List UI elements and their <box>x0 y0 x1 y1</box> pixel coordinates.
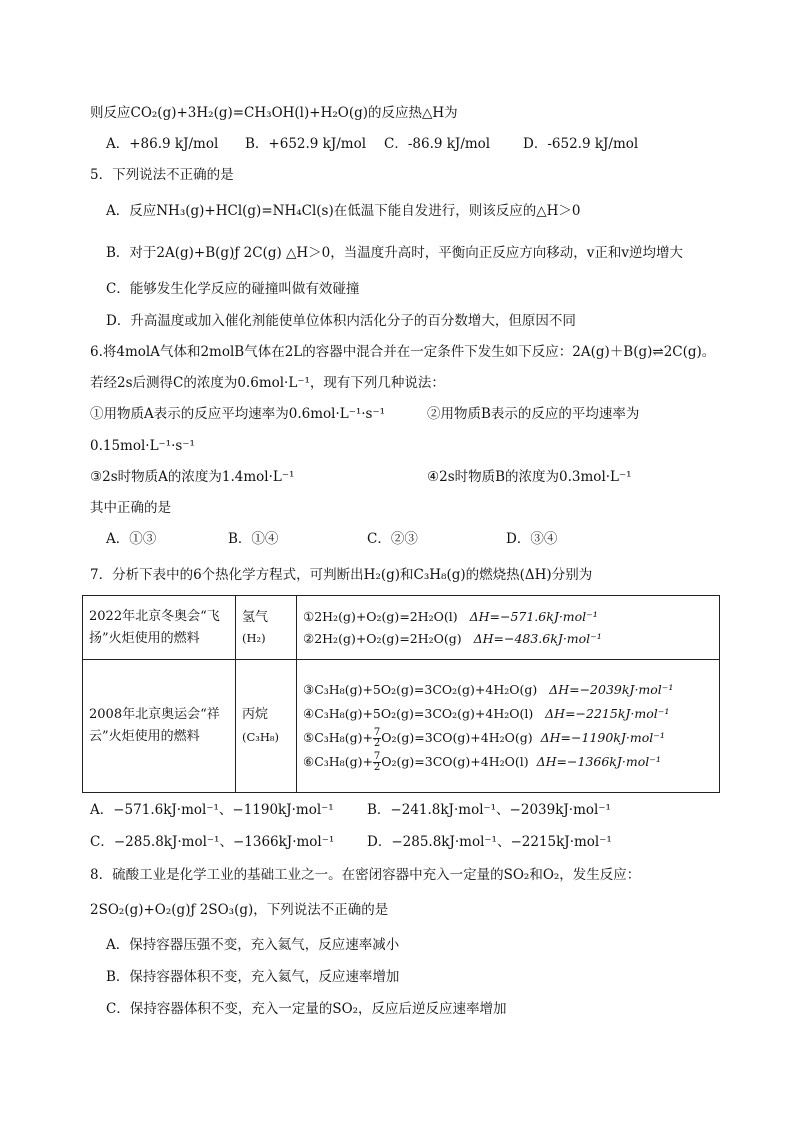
q5-option-d: D．升高温度或加入催化剂能使单位体积内活化分子的百分数增大，但原因不同 <box>106 313 576 329</box>
q6-option-c: C．②③ <box>367 531 418 547</box>
row2-event: 2008年北京奥运会“祥云”火炬使用的燃料 <box>83 660 236 793</box>
row1-fuel: 氢气 (H₂) <box>236 596 297 660</box>
q4-option-b: B．+652.9 kJ/mol <box>245 136 367 152</box>
q4-stem: 则反应CO₂(g)+3H₂(g)=CH₃OH(l)+H₂O(g)的反应热△H为 <box>90 105 458 121</box>
q6-statement-2a: ②用物质B表示的反应的平均速率为 <box>427 406 640 422</box>
q6-option-a: A．①③ <box>106 531 157 547</box>
q6-option-b: B．①④ <box>228 531 279 547</box>
row2-fuel: 丙烷 (C₃H₈) <box>236 660 297 793</box>
q7-equation-table <box>82 595 720 793</box>
q7-option-a: A．−571.6kJ·mol⁻¹、−1190kJ·mol⁻¹ <box>90 802 334 818</box>
q8-stem-line2: 2SO₂(g)+O₂(g)ƒ 2SO₃(g)，下列说法不正确的是 <box>90 902 389 918</box>
row1-event: 2022年北京冬奥会“飞扬”火炬使用的燃料 <box>83 596 236 660</box>
q7-option-d: D．−285.8kJ·mol⁻¹、−2215kJ·mol⁻¹ <box>367 834 612 850</box>
equation-6: ⑥C₃H₈(g)+ $\frac{7}{2}$ O₂(g)=3CO(g)+4H₂O(l) ΔH=−1366kJ·mol⁻¹ <box>303 751 661 773</box>
fraction-seven-halves: $\frac{7}{2}$ <box>373 751 381 773</box>
q6-option-d: D．③④ <box>506 531 558 547</box>
q7-option-b: B．−241.8kJ·mol⁻¹、−2039kJ·mol⁻¹ <box>367 802 611 818</box>
q6-stem-line2: 若经2s后测得C的浓度为0.6mol·L⁻¹，现有下列几种说法： <box>90 375 445 391</box>
q6-statement-2b: 0.15mol·L⁻¹·s⁻¹ <box>90 438 195 454</box>
row2-equations <box>297 660 720 793</box>
q4-option-a: A．+86.9 kJ/mol <box>106 136 219 152</box>
fraction-seven-halves: $\frac{7}{2}$ <box>373 727 381 749</box>
q8-stem-line1: 8．硫酸工业是化学工业的基础工业之一。在密闭容器中充入一定量的SO₂和O₂，发生反应： <box>90 867 641 883</box>
q6-statement-3: ③2s时物质A的浓度为1.4mol·L⁻¹ <box>90 469 295 485</box>
q6-ask: 其中正确的是 <box>90 500 171 516</box>
q6-statement-1: ①用物质A表示的反应平均速率为0.6mol·L⁻¹·s⁻¹ <box>90 406 386 422</box>
equation-5: ⑤C₃H₈(g)+ $\frac{7}{2}$ O₂(g)=3CO(g)+4H₂O(g) ΔH=−1190kJ·mol⁻¹ <box>303 727 665 749</box>
row1-equations <box>297 596 720 660</box>
q5-stem: 5．下列说法不正确的是 <box>90 167 234 183</box>
q6-statement-4: ④2s时物质B的浓度为0.3mol·L⁻¹ <box>427 469 632 485</box>
equation-3: ③C₃H₈(g)+5O₂(g)=3CO₂(g)+4H₂O(g) ΔH=−2039kJ·mol⁻¹ <box>303 682 674 697</box>
q4-option-c: C．-86.9 kJ/mol <box>384 136 491 152</box>
q8-option-b: B．保持容器体积不变，充入氦气，反应速率增加 <box>106 969 400 985</box>
equation-4: ④C₃H₈(g)+5O₂(g)=3CO₂(g)+4H₂O(l) ΔH=−2215kJ·mol⁻¹ <box>303 706 670 721</box>
q7-stem: 7．分析下表中的6个热化学方程式，可判断出H₂(g)和C₃H₈(g)的燃烧热(ΔH)分别为 <box>90 567 593 583</box>
q8-option-c: C．保持容器体积不变，充入一定量的SO₂，反应后逆反应速率增加 <box>106 1001 507 1017</box>
q4-option-d: D．-652.9 kJ/mol <box>523 136 639 152</box>
q7-option-c: C．−285.8kJ·mol⁻¹、−1366kJ·mol⁻¹ <box>90 834 335 850</box>
q5-option-b: B．对于2A(g)+B(g)ƒ 2C(g) △H＞0，当温度升高时，平衡向正反应方向移动，v正和v逆均增大 <box>106 245 684 261</box>
equation-2: ②2H₂(g)+O₂(g)=2H₂O(g) ΔH=−483.6kJ·mol⁻¹ <box>303 630 602 646</box>
q5-option-a: A．反应NH₃(g)+HCl(g)=NH₄Cl(s)在低温下能自发进行，则该反应的△H＞0 <box>106 203 581 219</box>
equation-1: ①2H₂(g)+O₂(g)=2H₂O(l) ΔH=−571.6kJ·mol⁻¹ <box>303 608 598 624</box>
q5-option-c: C．能够发生化学反应的碰撞叫做有效碰撞 <box>106 281 360 297</box>
q8-option-a: A．保持容器压强不变，充入氦气，反应速率减小 <box>106 937 400 953</box>
q6-stem-line1: 6.将4molA气体和2molB气体在2L的容器中混合并在一定条件下发生如下反应：2A(g)＋B(g)⇌2C(g)。 <box>90 344 716 360</box>
